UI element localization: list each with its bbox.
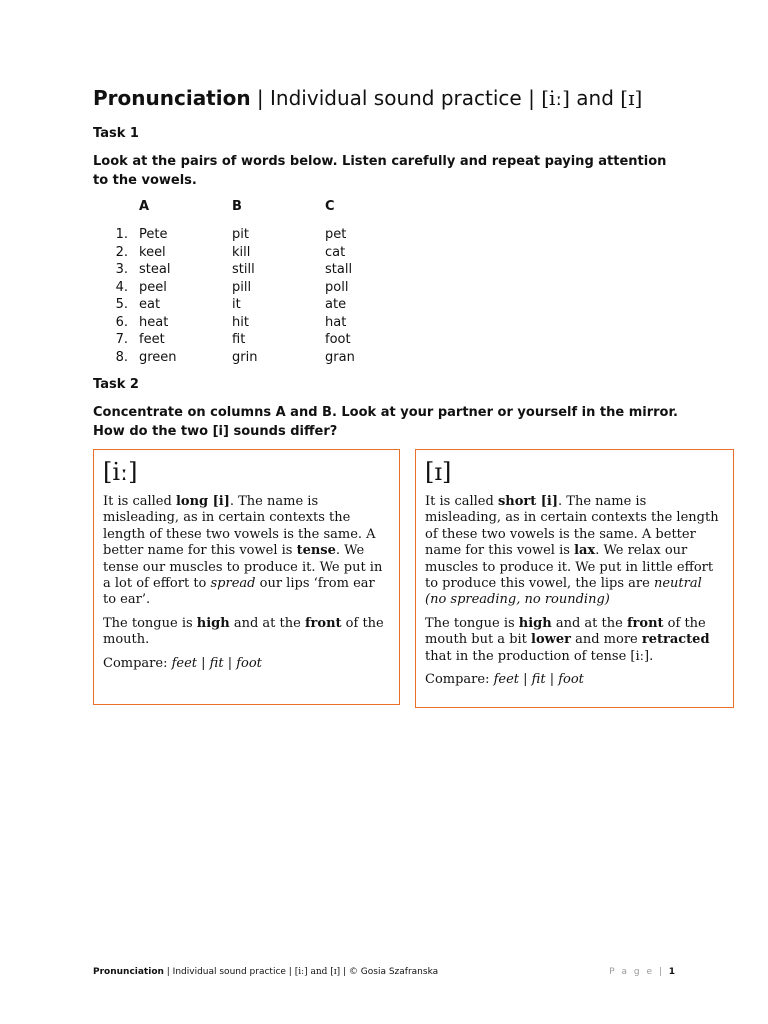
footer-credit: | © Gosia Szafranska	[340, 967, 439, 977]
word-b: still	[232, 262, 255, 277]
page-number-value: 1	[668, 967, 675, 977]
word-b: pill	[232, 279, 252, 295]
compare-words: feet | fit | foot	[171, 655, 262, 671]
word-c: hat	[325, 314, 347, 330]
word-row	[0, 315, 768, 332]
term-front: front	[626, 615, 664, 631]
term-short-i: short [i]	[497, 494, 559, 509]
text-run: The tongue is	[103, 615, 197, 631]
page-title	[93, 86, 642, 110]
word-a: heat	[139, 314, 169, 330]
term-high: high	[196, 615, 230, 631]
short-vowel-compare	[425, 672, 724, 688]
text-run: The tongue is	[425, 615, 519, 631]
short-vowel-symbol: [ɪ]	[425, 458, 452, 486]
task1-label: Task 1	[93, 126, 139, 141]
term-retracted: retracted	[641, 632, 710, 648]
word-a: peel	[139, 279, 167, 295]
text-run: of the mouth but a bit	[425, 615, 706, 648]
word-c: pet	[325, 227, 347, 242]
short-vowel-box	[415, 449, 734, 708]
text-run: of the mouth.	[103, 615, 384, 648]
term-tense: tense	[296, 543, 336, 559]
word-a: feet	[139, 332, 165, 347]
text-run: and at the	[551, 615, 627, 631]
word-b: pit	[232, 227, 249, 242]
task1-instruction: Look at the pairs of words below. Listen carefully and repeat paying attention to the vowels.	[93, 154, 667, 188]
title-ipa-short: [ɪ]	[620, 86, 643, 110]
text-run: . The name is misleading, as in certain contexts the length of these two vowels is the same. A better name for this vowel is	[103, 494, 376, 559]
word-b: hit	[232, 314, 249, 330]
text-run: and at the	[229, 615, 305, 631]
task2-instruction: Concentrate on columns A and B. Look at your partner or yourself in the mirror. How do the two [i] sounds differ?	[93, 405, 678, 439]
text-run: It is called	[103, 494, 176, 509]
word-a: steal	[139, 262, 171, 277]
word-c: stall	[325, 262, 353, 277]
word-b: kill	[232, 244, 251, 260]
term-lower: lower	[531, 632, 571, 648]
text-run: . We relax our muscles to produce it. We put in little effort to produce this vowel, the lips are	[425, 543, 714, 592]
term-spread: spread	[210, 576, 256, 592]
short-vowel-tongue	[425, 616, 724, 665]
term-high: high	[518, 615, 552, 631]
footer-subtitle: | Individual sound practice |	[163, 967, 295, 977]
text-run: and more	[570, 632, 642, 648]
column-header-c: C	[325, 199, 335, 214]
word-c: gran	[325, 350, 355, 365]
row-number: 1.	[115, 227, 128, 242]
long-vowel-box	[93, 449, 400, 705]
column-header-a: A	[139, 199, 150, 214]
text-run: . We tense our muscles to produce it. We put in a lot of effort to	[103, 543, 383, 592]
title-separator: |	[250, 86, 271, 110]
compare-label: Compare:	[103, 655, 172, 671]
word-row	[0, 297, 768, 314]
word-a: green	[139, 350, 177, 365]
row-number: 2.	[115, 244, 128, 260]
word-a: eat	[139, 297, 161, 312]
word-c: foot	[325, 332, 351, 347]
page-footer	[93, 967, 438, 977]
text-run: It is called	[425, 494, 498, 509]
long-vowel-tongue	[103, 616, 390, 649]
word-row	[0, 227, 768, 244]
row-number: 7.	[115, 332, 128, 347]
title-and: and	[569, 86, 621, 110]
word-row	[0, 245, 768, 262]
footer-title: Pronunciation	[93, 967, 164, 977]
word-c: ate	[325, 297, 347, 312]
word-b: grin	[232, 350, 258, 365]
word-row	[0, 350, 768, 367]
text-run: . The name is misleading, as in certain contexts the length of these two vowels is the same. A better name for this vowel is	[425, 494, 719, 559]
page-number	[609, 967, 675, 977]
term-neutral: neutral (no spreading, no rounding)	[425, 576, 702, 608]
row-number: 3.	[115, 262, 128, 277]
long-vowel-symbol: [iː]	[103, 458, 138, 486]
compare-label: Compare:	[425, 672, 494, 688]
term-front: front	[304, 615, 342, 631]
row-number: 4.	[115, 279, 128, 295]
task2-label: Task 2	[93, 377, 139, 392]
word-b: fit	[232, 332, 246, 347]
term-lax: lax	[574, 543, 596, 559]
column-header-b: B	[232, 199, 242, 214]
term-long-i: long [i]	[175, 494, 230, 509]
long-vowel-compare	[103, 656, 390, 672]
word-row	[0, 262, 768, 279]
word-b: it	[232, 297, 241, 312]
long-vowel-description	[103, 494, 390, 609]
row-number: 5.	[115, 297, 128, 312]
title-subtitle: Individual sound practice	[270, 86, 522, 110]
word-a: Pete	[139, 227, 168, 242]
compare-words: feet | fit | foot	[493, 672, 584, 688]
word-a: keel	[139, 244, 166, 260]
row-number: 6.	[115, 314, 128, 330]
footer-ipa: [iː] and [ɪ]	[294, 967, 341, 977]
word-c: poll	[325, 279, 349, 295]
word-row	[0, 332, 768, 349]
short-vowel-description	[425, 494, 724, 609]
title-bold: Pronunciation	[93, 86, 251, 110]
text-run: that in the production of tense [iː].	[425, 648, 654, 664]
title-ipa-long: [iː]	[541, 86, 570, 110]
text-run: our lips ‘from ear to ear’.	[103, 576, 375, 608]
page-label: P a g e |	[609, 967, 669, 977]
row-number: 8.	[115, 350, 128, 365]
word-c: cat	[325, 244, 346, 260]
title-separator: |	[521, 86, 542, 110]
word-row	[0, 280, 768, 297]
